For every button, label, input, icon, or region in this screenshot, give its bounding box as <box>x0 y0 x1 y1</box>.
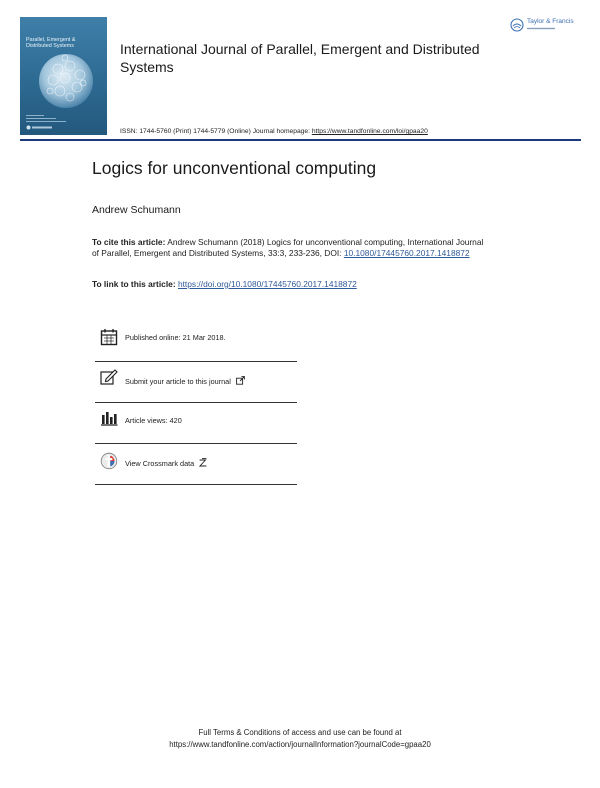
footer <box>0 727 600 750</box>
issn-line <box>120 128 428 135</box>
cover-text-line <box>26 121 66 122</box>
cover-title <box>26 37 104 49</box>
journal-title: International Journal of Parallel, Emergent and Distributed Systems <box>120 41 480 75</box>
cover-text-line <box>26 118 56 119</box>
issn-text: ISSN: 1744-5760 (Print) 1744-5779 (Online) Journal homepage: <box>120 128 312 135</box>
footer-terms-text: Full Terms & Conditions of access and use can be found at <box>198 728 402 737</box>
crossmark-row[interactable] <box>95 444 297 485</box>
citation-block <box>92 237 492 260</box>
article-author: Andrew Schumann <box>92 204 181 216</box>
publisher-logo[interactable] <box>510 16 590 36</box>
cite-label: To cite this article: <box>92 237 166 247</box>
external-link-icon <box>236 376 245 385</box>
publisher-name: Taylor & Francis <box>527 18 574 25</box>
submit-article-link[interactable] <box>125 376 245 386</box>
submit-row[interactable] <box>95 362 297 403</box>
calendar-icon <box>100 328 118 346</box>
article-doi-link[interactable]: https://doi.org/10.1080/17445760.2017.1418872 <box>177 279 357 289</box>
published-date: Published online: 21 Mar 2018. <box>125 333 226 342</box>
crossmark-icon <box>100 452 118 470</box>
link-label: To link to this article: <box>92 279 178 289</box>
article-info-list <box>95 321 297 485</box>
published-row <box>95 321 297 362</box>
cover-title-line2: Distributed Systems <box>26 43 74 50</box>
publisher-tagline-graphic <box>527 27 555 30</box>
publisher-logo-icon <box>510 18 524 32</box>
bar-chart-icon <box>100 409 118 427</box>
header-divider <box>20 139 581 141</box>
cover-publisher-logo-icon <box>26 125 54 130</box>
cover-text-line <box>26 115 44 116</box>
journal-cover <box>20 17 107 135</box>
article-link-line <box>92 279 357 289</box>
cite-text: Andrew Schumann (2018) Logics for unconventional computing, International Journal of Parallel, Emergent and Distributed Systems, 33:3, 233-236, DOI: <box>92 237 484 259</box>
article-title: Logics for unconventional computing <box>92 158 377 178</box>
journal-homepage-link[interactable]: https://www.tandfonline.com/loi/gpaa20 <box>311 128 428 135</box>
crossmark-link[interactable] <box>125 458 207 468</box>
cite-doi-link[interactable]: 10.1080/17445760.2017.1418872 <box>343 248 470 259</box>
edit-document-icon <box>100 368 118 386</box>
footer-terms-link[interactable]: https://www.tandfonline.com/action/journalInformation?journalCode=gpaa20 <box>169 739 431 749</box>
cover-title-line1: Parallel, Emergent & <box>26 37 76 43</box>
external-link-icon <box>199 458 207 467</box>
article-views: Article views: 420 <box>125 416 182 425</box>
views-row <box>95 403 297 444</box>
crossmark-label: View Crossmark data <box>125 459 195 468</box>
submit-article-label: Submit your article to this journal <box>125 377 231 386</box>
